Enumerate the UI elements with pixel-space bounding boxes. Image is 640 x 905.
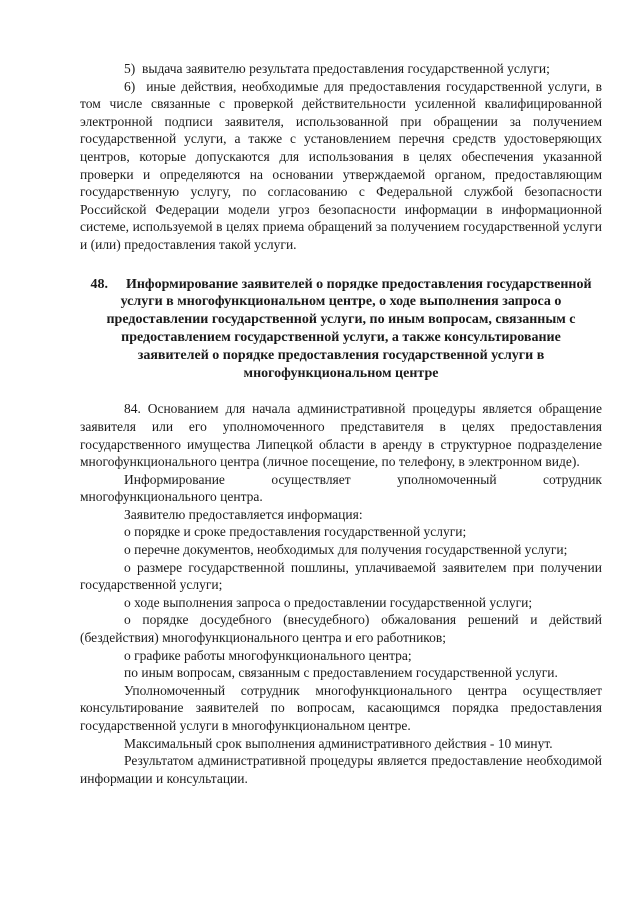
list-item: о графике работы многофункционального центра; bbox=[124, 647, 412, 663]
paragraph: Максимальный срок выполнения административного действия - 10 минут. bbox=[124, 735, 553, 751]
list-item: 5) выдача заявителю результата предоставления государственной услуги; bbox=[124, 61, 550, 76]
list-item: о порядке и сроке предоставления государственной услуги; bbox=[124, 524, 467, 540]
section-number: 48. bbox=[90, 276, 108, 292]
section-heading bbox=[80, 276, 602, 383]
list-item: 6) иные действия, необходимые для предоставления государственной услуги, в том числе связанные с проверкой действительности усиленной квалифицированной электронной подписи заявителя, использованной при обращении за получением государственной услуги, а также с установлением перечня средств удостоверяющих центров, которые допускаются для использования в целях обеспечения указанной проверки и определяются на основании утверждаемой органом, предоставляющим государственную услугу, по согласованию с Федеральной службой безопасности Российской Федерации модели угроз безопасности информации в информационной системе, используемой в целях приема обращений за получением государственной услуги и (или) предоставления такой услуги. bbox=[80, 78, 602, 252]
list-item: по иным вопросам, связанным с предоставлением государственной услуги. bbox=[124, 665, 558, 681]
paragraph: Заявителю предоставляется информация: bbox=[124, 506, 363, 522]
paragraph: Уполномоченный сотрудник многофункционального центра осуществляет консультирование заявителей по вопросам, касающимся порядка предоставления государственной услуги в многофункциональном центре. bbox=[80, 682, 602, 733]
paragraph: Результатом административной процедуры является предоставление необходимой информации и консультации. bbox=[80, 753, 602, 786]
paragraph: Информирование осуществляет уполномоченный сотрудник многофункционального центра. bbox=[80, 471, 602, 505]
list-item: о порядке досудебного (внесудебного) обжалования решений и действий (бездействия) многофункционального центра и его работников; bbox=[80, 612, 602, 646]
section-title: Информирование заявителей о порядке предоставления государственной услуги в многофункциональном центре, о ходе выполнения запроса о предоставлении государственной услуги, по иным вопросам, связанным с предоставлением государственной услуги, а также консультирование заявителей о порядке предоставления государственной услуги в многофункциональном центре bbox=[106, 276, 592, 381]
list-item: о ходе выполнения запроса о предоставлении государственной услуги; bbox=[124, 594, 533, 610]
paragraph: 84. Основанием для начала административной процедуры является обращение заявителя или его уполномоченного представителя в целях предоставления государственного имущества Липецкой области в аренду в структурное подразделение многофункционального центра (личное посещение, по телефону, в электронном виде). bbox=[80, 401, 602, 470]
list-item: о размере государственной пошлины, уплачиваемой заявителем при получении государственной услуги; bbox=[80, 559, 602, 593]
list-item: о перечне документов, необходимых для получения государственной услуги; bbox=[124, 542, 568, 558]
